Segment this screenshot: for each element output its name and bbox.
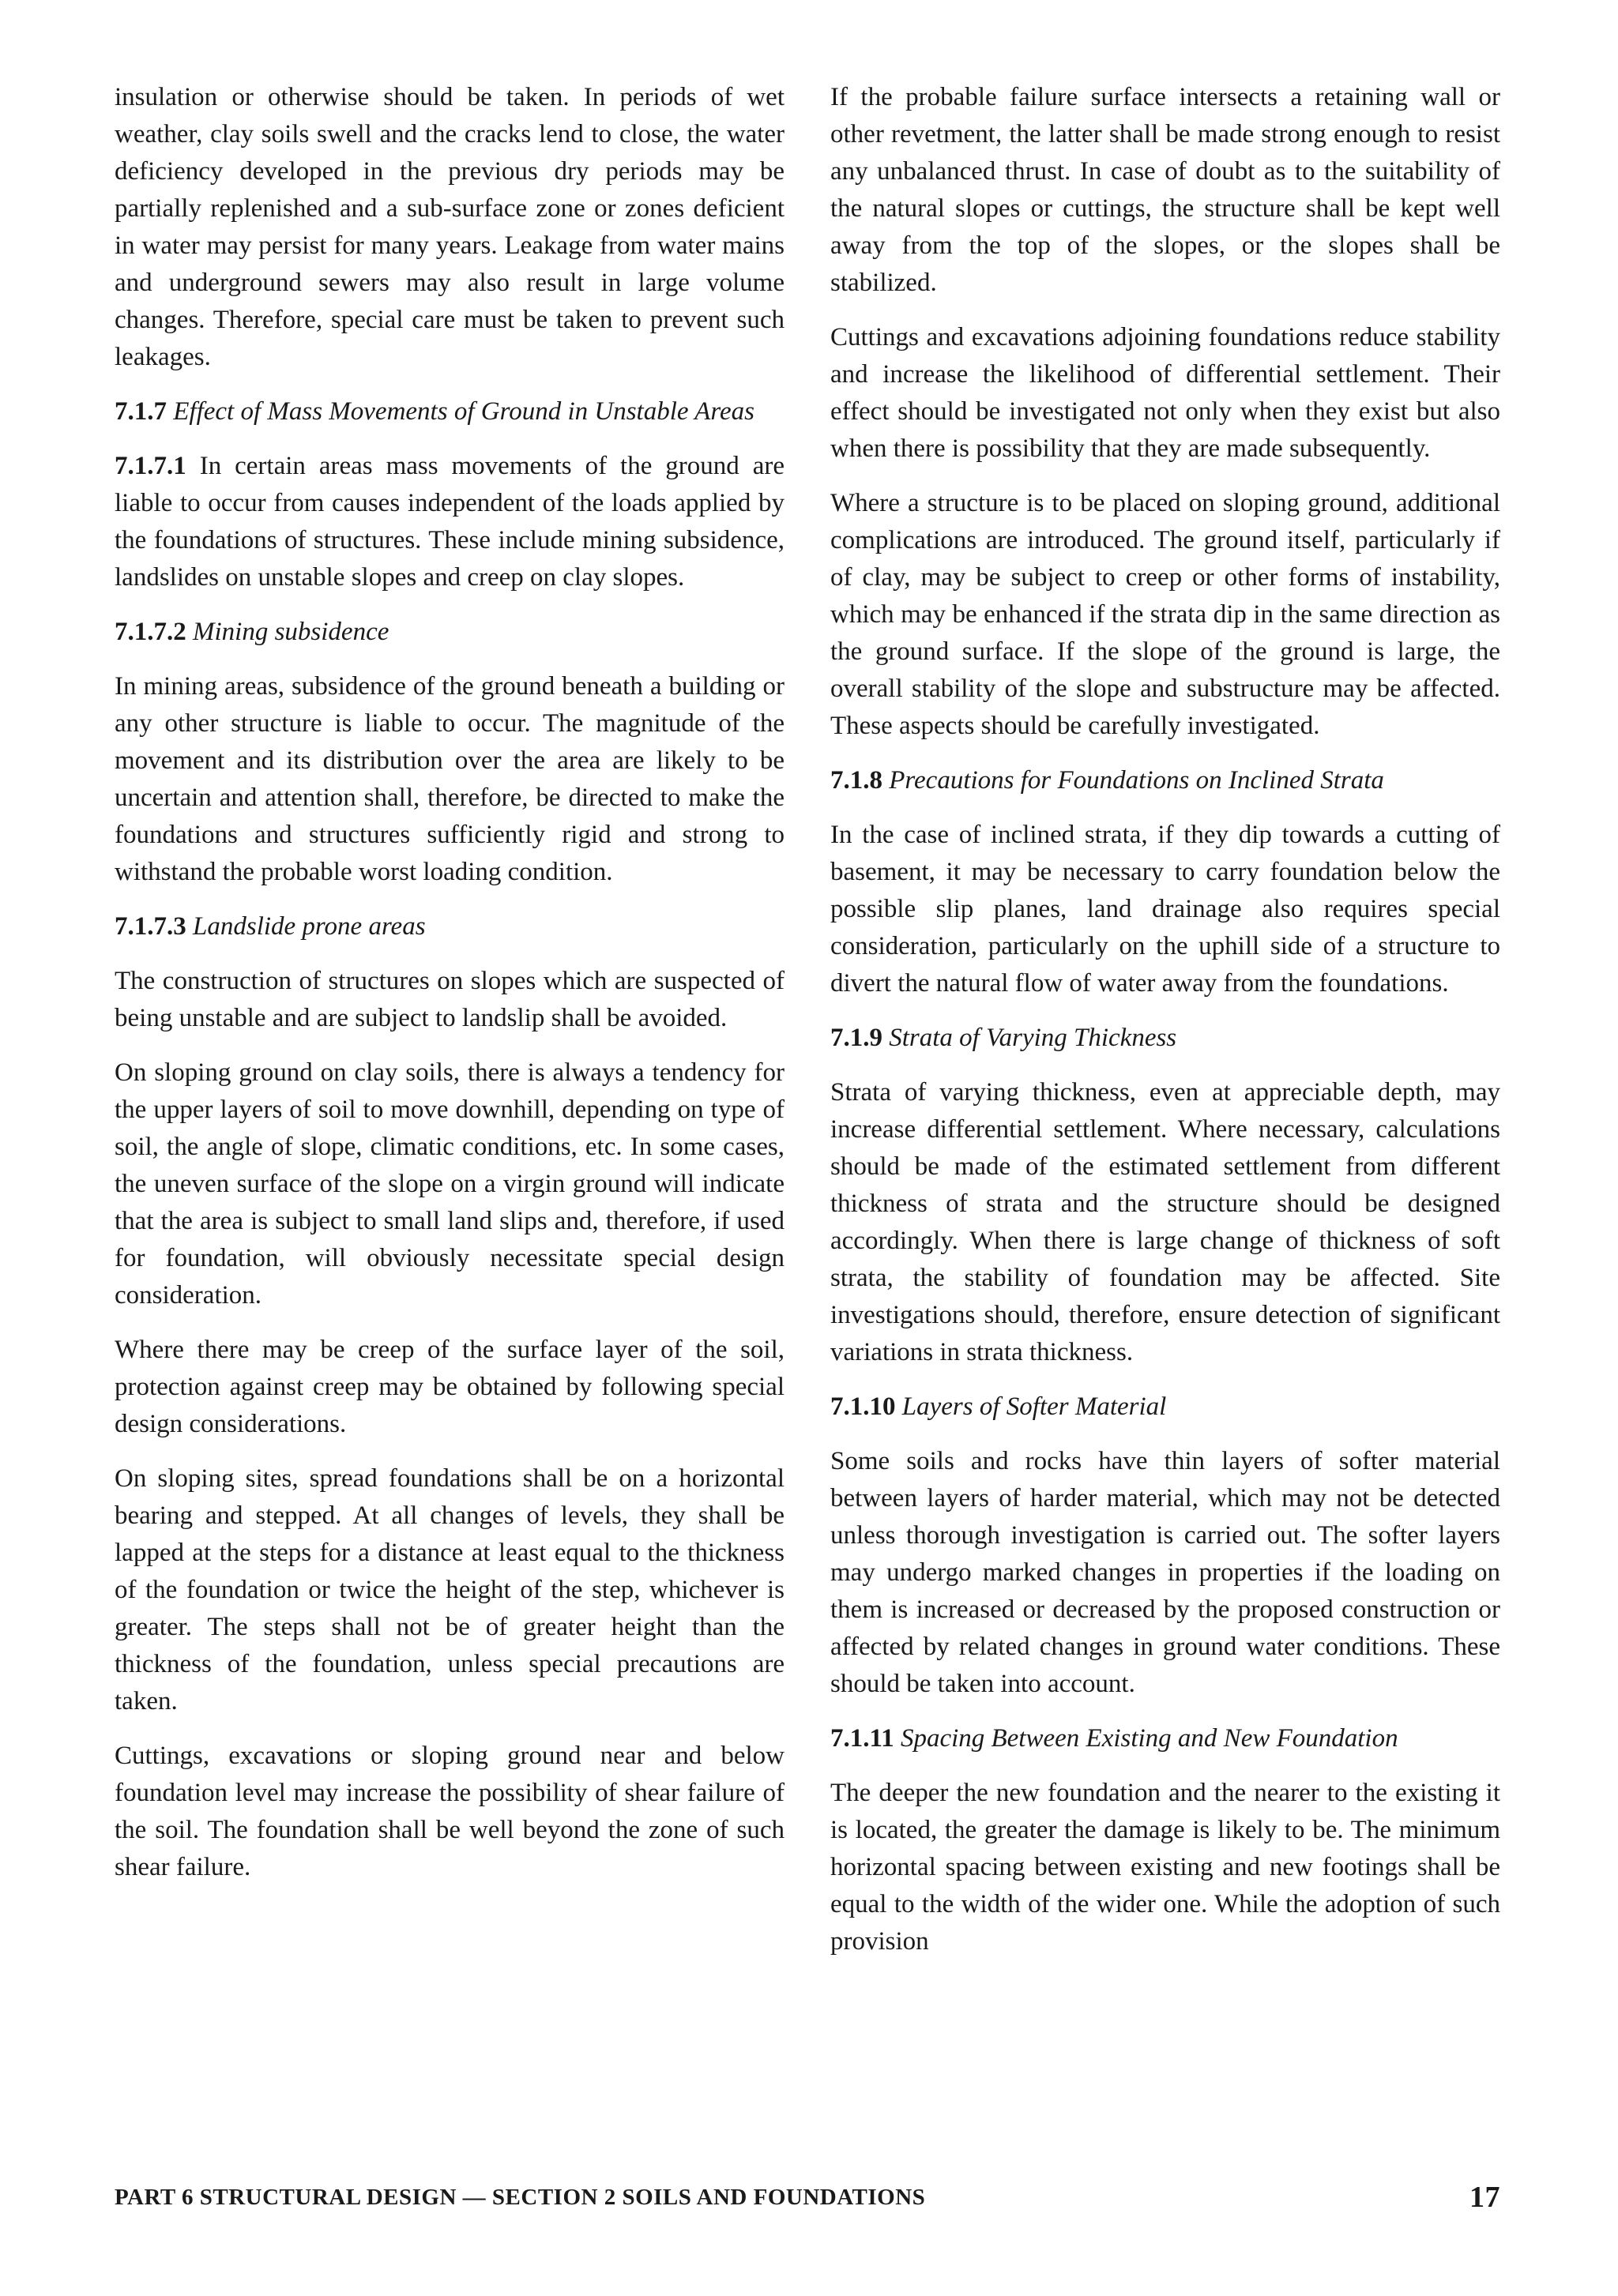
paragraph: The deeper the new foundation and the nearer to the existing it is located, the greater the damage is likely to be. The minimum horizontal spacing between existing and new footings shall be equal to the width of the wider one. While the adoption of such provision	[830, 1779, 1500, 1956]
section-title: Mining subsidence	[193, 618, 389, 646]
paragraph: On sloping ground on clay soils, there is always a tendency for the upper layers of soil to move downhill, depending on type of soil, the angle of slope, climatic conditions, etc. In some cases, the uneven surface of the slope on a virgin ground will indicate that the area is subject to small land slips and, therefore, if used for foundation, will obviously necessitate special design consideration.	[115, 1058, 785, 1310]
paragraph: insulation or otherwise should be taken. In periods of wet weather, clay soils swell and the cracks lend to close, the water deficiency developed in the previous dry periods may be partially replenished and a sub-surface zone or zones deficient in water may persist for many years. Leakage from water mains and underground sewers may also result in large volume changes. Therefore, special care must be taken to prevent such leakages.	[115, 83, 785, 371]
section-heading	[115, 614, 785, 651]
paragraph: In the case of inclined strata, if they dip towards a cutting of basement, it may be necessary to carry foundation below the possible slip planes, land drainage also requires special consideration, particularly on the uphill side of a structure to divert the natural flow of water away from the foundations.	[830, 821, 1500, 998]
section-heading	[830, 762, 1500, 799]
paragraph: In mining areas, subsidence of the ground beneath a building or any other structure is liable to occur. The magnitude of the movement and its distribution over the area are likely to be uncertain and attention shall, therefore, be directed to make the foundations and structures sufficiently rigid and strong to withstand the probable worst loading condition.	[115, 672, 785, 886]
section-heading	[115, 393, 785, 430]
section-title: Strata of Varying Thickness	[889, 1024, 1177, 1052]
paragraph: On sloping sites, spread foundations shall be on a horizontal bearing and stepped. At all changes of levels, they shall be lapped at the steps for a distance at least equal to the thickness of the foundation or twice the height of the step, whichever is greater. The steps shall not be of greater height than the thickness of the foundation, unless special precautions are taken.	[115, 1464, 785, 1715]
section-title: Landslide prone areas	[193, 912, 426, 941]
section-number: 7.1.7	[115, 397, 167, 426]
section-title: Layers of Softer Material	[901, 1392, 1167, 1421]
section-number: 7.1.7.3	[115, 912, 186, 941]
paragraph: Where a structure is to be placed on sloping ground, additional complications are introduced. The ground itself, particularly if of clay, may be subject to creep or other forms of instability, which may be enhanced if the strata dip in the same direction as the ground surface. If the slope of the ground is large, the overall stability of the slope and substructure may be affected. These aspects should be carefully investigated.	[830, 489, 1500, 740]
section-number: 7.1.10	[830, 1392, 896, 1421]
paragraph: The construction of structures on slopes which are suspected of being unstable and are subject to landslip shall be avoided.	[115, 967, 785, 1032]
paragraph: Cuttings, excavations or sloping ground near and below foundation level may increase the possibility of shear failure of the soil. The foundation shall be well beyond the zone of such shear failure.	[115, 1742, 785, 1881]
section-number: 7.1.8	[830, 766, 882, 795]
section-title: Spacing Between Existing and New Foundation	[900, 1724, 1398, 1753]
clause-text: In certain areas mass movements of the ground are liable to occur from causes independent of the loads applied by the foundations of structures. These include mining subsidence, landslides on unstable slopes and creep on clay slopes.	[115, 452, 785, 592]
section-number: 7.1.9	[830, 1024, 882, 1052]
section-heading	[830, 1720, 1500, 1757]
section-heading	[830, 1388, 1500, 1426]
paragraph: Cuttings and excavations adjoining foundations reduce stability and increase the likelihood of differential settlement. Their effect should be investigated not only when they exist but also when there is possibility that they are made subsequently.	[830, 323, 1500, 463]
paragraph: Where there may be creep of the surface layer of the soil, protection against creep may be obtained by following special design considerations.	[115, 1336, 785, 1438]
paragraph: Strata of varying thickness, even at appreciable depth, may increase differential settlement. Where necessary, calculations should be made of the estimated settlement from different thickness of strata and the structure should be designed accordingly. When there is large change of thickness of soft strata, the stability of foundation may be affected. Site investigations should, therefore, ensure detection of significant variations in strata thickness.	[830, 1078, 1500, 1366]
footer-part-label: PART 6 STRUCTURAL DESIGN — SECTION 2 SOILS AND FOUNDATIONS	[115, 2185, 926, 2210]
left-column	[115, 79, 785, 1903]
page-footer	[115, 2181, 1500, 2224]
clause-number: 7.1.7.1	[115, 452, 186, 480]
page-number: 17	[1469, 2181, 1500, 2214]
section-heading	[830, 1020, 1500, 1057]
paragraph: Some soils and rocks have thin layers of softer material between layers of harder material, which may not be detected unless thorough investigation is carried out. The softer layers may undergo marked changes in properties if the loading on them is increased or decreased by the proposed construction or affected by related changes in ground water conditions. These should be taken into account.	[830, 1447, 1500, 1698]
paragraph	[115, 448, 785, 596]
section-heading	[115, 908, 785, 945]
paragraph: If the probable failure surface intersects a retaining wall or other revetment, the latter shall be made strong enough to resist any unbalanced thrust. In case of doubt as to the suitability of the natural slopes or cuttings, the structure shall be kept well away from the top of the slopes, or the slopes shall be stabilized.	[830, 83, 1500, 297]
section-number: 7.1.11	[830, 1724, 894, 1753]
section-title: Effect of Mass Movements of Ground in Unstable Areas	[173, 397, 754, 426]
section-title: Precautions for Foundations on Inclined Strata	[889, 766, 1384, 795]
right-column	[830, 79, 1500, 1978]
section-number: 7.1.7.2	[115, 618, 186, 646]
